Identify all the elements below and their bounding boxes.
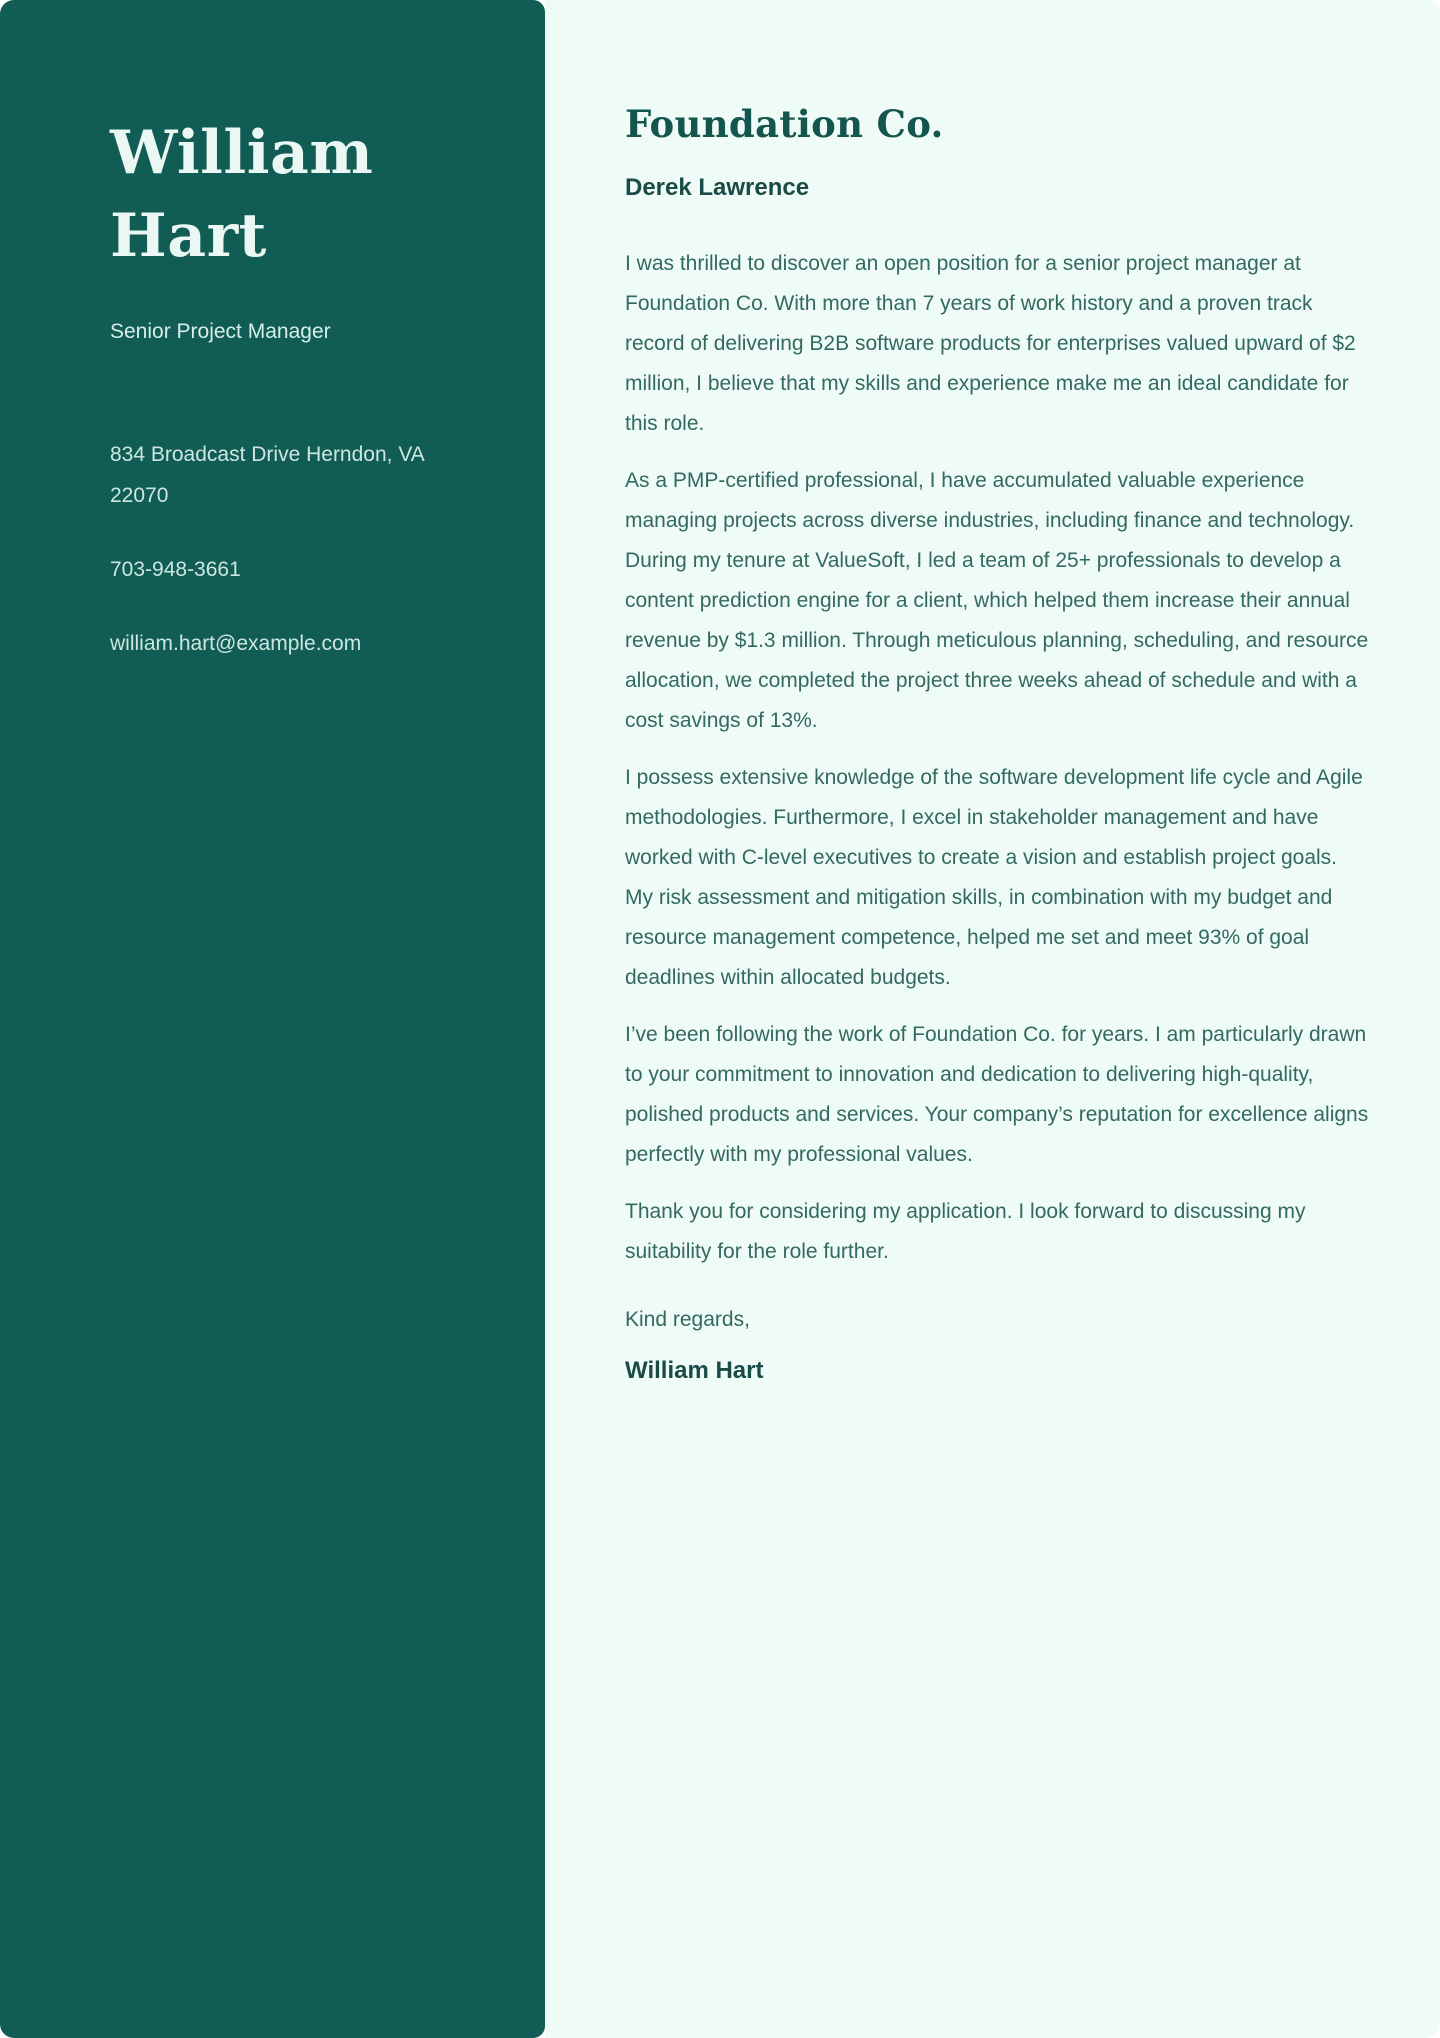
letter-main xyxy=(545,0,1440,2038)
contact-phone: 703-948-3661 xyxy=(110,557,241,581)
letter-paragraph: I’ve been following the work of Foundation Co. for years. I am particularly drawn to your commitment to innovation and dedication to delivering high-quality, polished products and services. Your company’s reputation for excellence aligns perfectly with my professional values. xyxy=(625,1023,1369,1166)
contact-block xyxy=(110,434,490,664)
candidate-name: William Hart xyxy=(110,118,374,271)
recipient-name: Derek Lawrence xyxy=(625,174,810,201)
company-name: Foundation Co. xyxy=(625,102,944,146)
closing-text: Kind regards, xyxy=(625,1308,750,1331)
signature-name: William Hart xyxy=(625,1357,764,1384)
letter-paragraph: I possess extensive knowledge of the software development life cycle and Agile methodologies. Furthermore, I excel in stakeholder management and have worked with C-level executives to create a vision and establish project goals. My risk assessment and mitigation skills, in combination with my budget and resource management competence, helped me set and meet 93% of goal deadlines within allocated budgets. xyxy=(625,766,1363,989)
letter-body xyxy=(625,244,1370,1385)
contact-address: 834 Broadcast Drive Herndon, VA 22070 xyxy=(110,442,424,507)
letter-paragraph: Thank you for considering my application. I look forward to discussing my suitability for the role further. xyxy=(625,1200,1306,1263)
contact-email: william.hart@example.com xyxy=(110,631,362,655)
letter-paragraph: I was thrilled to discover an open position for a senior project manager at Foundation Co. With more than 7 years of work history and a proven track record of delivering B2B software products for enterprises valued upward of $2 million, I believe that my skills and experience make me an ideal candidate for this role. xyxy=(625,252,1356,435)
candidate-job-title: Senior Project Manager xyxy=(110,319,331,343)
letter-paragraph: As a PMP-certified professional, I have accumulated valuable experience managing projects across diverse industries, including finance and technology. During my tenure at ValueSoft, I led a team of 25+ professionals to develop a content prediction engine for a client, which helped them increase their annual revenue by $1.3 million. Through meticulous planning, scheduling, and resource allocation, we completed the project three weeks ahead of schedule and with a cost savings of 13%. xyxy=(625,469,1369,732)
sidebar xyxy=(0,0,545,2038)
